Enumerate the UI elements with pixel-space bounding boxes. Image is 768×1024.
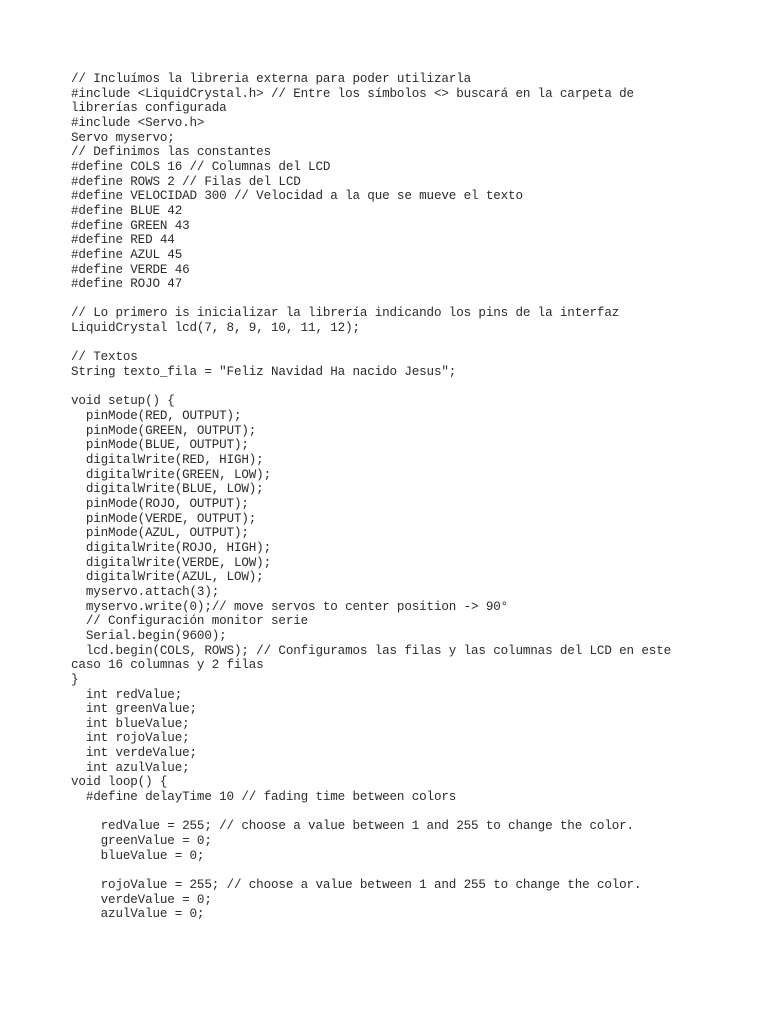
code-line: pinMode(GREEN, OUTPUT); bbox=[71, 423, 257, 438]
code-line: caso 16 columnas y 2 filas bbox=[71, 658, 264, 673]
code-line: redValue = 255; // choose a value between 1 and 255 to change the color. bbox=[71, 819, 634, 834]
code-line: int rojoValue; bbox=[71, 731, 190, 746]
code-line: greenValue = 0; bbox=[71, 834, 212, 849]
code-line: #define GREEN 43 bbox=[71, 218, 190, 233]
code-line: Serial.begin(9600); bbox=[71, 628, 227, 643]
code-line: } bbox=[71, 672, 79, 687]
code-line: #define VELOCIDAD 300 // Velocidad a la que se mueve el texto bbox=[71, 189, 523, 204]
code-line: LiquidCrystal lcd(7, 8, 9, 10, 11, 12); bbox=[71, 321, 360, 336]
code-line: #define delayTime 10 // fading time between colors bbox=[71, 790, 457, 805]
code-line: // Definimos las constantes bbox=[71, 145, 272, 160]
code-line: void setup() { bbox=[71, 394, 175, 409]
code-line: digitalWrite(VERDE, LOW); bbox=[71, 555, 272, 570]
code-line: // Lo primero is inicializar la librería indicando los pins de la interfaz bbox=[71, 306, 620, 321]
code-line bbox=[71, 805, 711, 820]
code-line: int redValue; bbox=[71, 687, 183, 702]
code-line bbox=[71, 292, 711, 307]
code-line: #include <LiquidCrystal.h> // Entre los símbolos <> buscará en la carpeta de bbox=[71, 86, 634, 101]
code-line: int verdeValue; bbox=[71, 746, 197, 761]
code-line bbox=[71, 336, 711, 351]
code-line: #define ROWS 2 // Filas del LCD bbox=[71, 174, 301, 189]
code-line bbox=[71, 380, 711, 395]
code-listing bbox=[71, 72, 711, 922]
code-line: verdeValue = 0; bbox=[71, 892, 212, 907]
code-line: #define ROJO 47 bbox=[71, 277, 183, 292]
code-line: Servo myservo; bbox=[71, 130, 175, 145]
code-line: myservo.attach(3); bbox=[71, 584, 220, 599]
code-line: String texto_fila = "Feliz Navidad Ha nacido Jesus"; bbox=[71, 365, 457, 380]
code-line: lcd.begin(COLS, ROWS); // Configuramos las filas y las columnas del LCD en este bbox=[71, 643, 672, 658]
code-line: librerías configurada bbox=[71, 101, 227, 116]
code-line: rojoValue = 255; // choose a value between 1 and 255 to change the color. bbox=[71, 878, 642, 893]
code-line: digitalWrite(RED, HIGH); bbox=[71, 453, 264, 468]
code-line: blueValue = 0; bbox=[71, 848, 205, 863]
code-line: pinMode(VERDE, OUTPUT); bbox=[71, 511, 257, 526]
code-line: digitalWrite(ROJO, HIGH); bbox=[71, 540, 272, 555]
code-line bbox=[71, 863, 711, 878]
code-line: // Textos bbox=[71, 350, 138, 365]
code-line: #include <Servo.h> bbox=[71, 115, 205, 130]
code-line: #define RED 44 bbox=[71, 233, 175, 248]
code-line: int azulValue; bbox=[71, 760, 190, 775]
code-line: digitalWrite(GREEN, LOW); bbox=[71, 467, 272, 482]
code-line: digitalWrite(AZUL, LOW); bbox=[71, 570, 264, 585]
code-line: // Configuración monitor serie bbox=[71, 614, 309, 629]
code-line: pinMode(AZUL, OUTPUT); bbox=[71, 526, 249, 541]
code-line: int blueValue; bbox=[71, 716, 190, 731]
code-line: // Incluímos la libreria externa para poder utilizarla bbox=[71, 72, 472, 86]
code-line: #define COLS 16 // Columnas del LCD bbox=[71, 159, 331, 174]
code-line: pinMode(BLUE, OUTPUT); bbox=[71, 438, 249, 453]
code-line: #define BLUE 42 bbox=[71, 203, 183, 218]
code-line: pinMode(RED, OUTPUT); bbox=[71, 409, 242, 424]
code-line: void loop() { bbox=[71, 775, 168, 790]
code-line: pinMode(ROJO, OUTPUT); bbox=[71, 496, 249, 511]
code-line: #define VERDE 46 bbox=[71, 262, 190, 277]
code-line: myservo.write(0);// move servos to center position -> 90° bbox=[71, 599, 509, 614]
code-line: azulValue = 0; bbox=[71, 907, 205, 922]
code-line: #define AZUL 45 bbox=[71, 247, 183, 262]
code-line: digitalWrite(BLUE, LOW); bbox=[71, 482, 264, 497]
code-line: int greenValue; bbox=[71, 702, 197, 717]
